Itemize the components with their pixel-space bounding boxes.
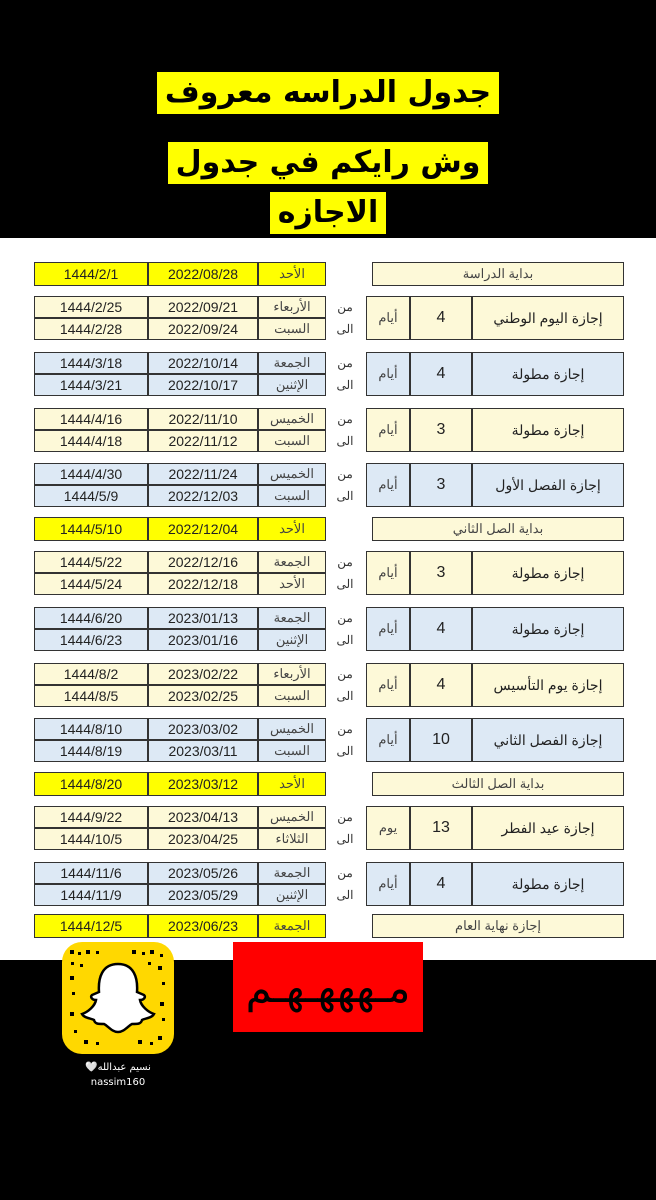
date-from: 2023/05/26 <box>148 862 258 884</box>
unit-cell: أيام <box>366 718 410 762</box>
unit-cell: أيام <box>366 463 410 507</box>
weekday-to: السبت <box>258 740 326 762</box>
caption-line-2: وش رايكم في جدول <box>0 142 656 184</box>
from-label: من <box>337 722 353 736</box>
count-cell: 4 <box>410 607 472 651</box>
to-label: الى <box>336 434 354 448</box>
weekday-to: السبت <box>258 430 326 452</box>
weekday-from: الخميس <box>258 806 326 828</box>
from-label: من <box>337 611 353 625</box>
holiday-title: إجازة مطولة <box>472 352 624 396</box>
from-label: من <box>337 866 353 880</box>
date-to: 2023/05/29 <box>148 884 258 906</box>
hijri-from: 1444/5/22 <box>34 551 148 573</box>
weekday-cell: الجمعة <box>258 914 326 938</box>
hijri-from: 1444/8/10 <box>34 718 148 740</box>
date-from: 2022/11/24 <box>148 463 258 485</box>
unit-cell: أيام <box>366 607 410 651</box>
date-from: 2022/10/14 <box>148 352 258 374</box>
weekday-from: الخميس <box>258 718 326 740</box>
from-label: من <box>337 467 353 481</box>
snapcode-name: نسيم عبدالله🤍 <box>85 1062 151 1073</box>
holiday-title: إجازة الفصل الأول <box>472 463 624 507</box>
holiday-title: إجازة مطولة <box>472 862 624 906</box>
date-to: 2022/12/18 <box>148 573 258 595</box>
hijri-from: 1444/8/2 <box>34 663 148 685</box>
date-to: 2022/12/03 <box>148 485 258 507</box>
weekday-to: الإثنين <box>258 884 326 906</box>
hijri-from: 1444/6/20 <box>34 607 148 629</box>
holiday-title: إجازة الفصل الثاني <box>472 718 624 762</box>
hijri-cell: 1444/8/20 <box>34 772 148 796</box>
unit-cell: أيام <box>366 352 410 396</box>
hijri-cell: 1444/5/10 <box>34 517 148 541</box>
section-title: بداية الصل الثالث <box>372 772 624 796</box>
weekday-from: الأربعاء <box>258 296 326 318</box>
weekday-from: الأربعاء <box>258 663 326 685</box>
snapcode-icon[interactable] <box>62 942 174 1054</box>
section-title: إجازة نهاية العام <box>372 914 624 938</box>
to-label: الى <box>336 378 354 392</box>
date-to: 2022/09/24 <box>148 318 258 340</box>
holiday-title: إجازة عيد الفطر <box>472 806 624 850</box>
section-title: بداية الصل الثاني <box>372 517 624 541</box>
weekday-from: الجمعة <box>258 607 326 629</box>
hijri-to: 1444/3/21 <box>34 374 148 396</box>
hijri-to: 1444/5/9 <box>34 485 148 507</box>
unit-cell: أيام <box>366 862 410 906</box>
weekday-to: السبت <box>258 485 326 507</box>
from-label: من <box>337 555 353 569</box>
date-to: 2022/11/12 <box>148 430 258 452</box>
holiday-title: إجازة مطولة <box>472 408 624 452</box>
date-to: 2023/02/25 <box>148 685 258 707</box>
weekday-to: الإثنين <box>258 629 326 651</box>
from-label: من <box>337 412 353 426</box>
hijri-to: 1444/4/18 <box>34 430 148 452</box>
hijri-from: 1444/2/25 <box>34 296 148 318</box>
hijri-to: 1444/2/28 <box>34 318 148 340</box>
calendar-table <box>0 238 656 960</box>
section-title: بداية الدراسة <box>372 262 624 286</box>
date-cell: 2023/03/12 <box>148 772 258 796</box>
date-from: 2023/04/13 <box>148 806 258 828</box>
hijri-to: 1444/8/5 <box>34 685 148 707</box>
holiday-title: إجازة يوم التأسيس <box>472 663 624 707</box>
count-cell: 13 <box>410 806 472 850</box>
to-label: الى <box>336 689 354 703</box>
hijri-to: 1444/6/23 <box>34 629 148 651</box>
to-label: الى <box>336 744 354 758</box>
unit-cell: أيام <box>366 408 410 452</box>
date-to: 2023/03/11 <box>148 740 258 762</box>
hijri-from: 1444/11/6 <box>34 862 148 884</box>
weekday-from: الخميس <box>258 408 326 430</box>
date-from: 2022/09/21 <box>148 296 258 318</box>
count-cell: 3 <box>410 463 472 507</box>
hijri-from: 1444/9/22 <box>34 806 148 828</box>
weekday-to: الإثنين <box>258 374 326 396</box>
date-from: 2022/11/10 <box>148 408 258 430</box>
hijri-from: 1444/4/16 <box>34 408 148 430</box>
hijri-to: 1444/5/24 <box>34 573 148 595</box>
weekday-from: الجمعة <box>258 862 326 884</box>
hijri-cell: 1444/2/1 <box>34 262 148 286</box>
count-cell: 3 <box>410 551 472 595</box>
date-cell: 2023/06/23 <box>148 914 258 938</box>
holiday-title: إجازة اليوم الوطني <box>472 296 624 340</box>
count-cell: 10 <box>410 718 472 762</box>
to-label: الى <box>336 322 354 336</box>
weekday-cell: الأحد <box>258 772 326 796</box>
unit-cell: أيام <box>366 296 410 340</box>
to-label: الى <box>336 489 354 503</box>
to-label: الى <box>336 633 354 647</box>
from-label: من <box>337 356 353 370</box>
hijri-from: 1444/3/18 <box>34 352 148 374</box>
date-from: 2023/03/02 <box>148 718 258 740</box>
weekday-cell: الأحد <box>258 517 326 541</box>
holiday-title: إجازة مطولة <box>472 607 624 651</box>
count-cell: 3 <box>410 408 472 452</box>
unit-cell: يوم <box>366 806 410 850</box>
reaction-sticker <box>233 942 423 1032</box>
date-cell: 2022/12/04 <box>148 517 258 541</box>
weekday-to: الثلاثاء <box>258 828 326 850</box>
date-to: 2022/10/17 <box>148 374 258 396</box>
count-cell: 4 <box>410 296 472 340</box>
holiday-title: إجازة مطولة <box>472 551 624 595</box>
snapcode-handle: nassim160 <box>90 1077 146 1088</box>
hijri-from: 1444/4/30 <box>34 463 148 485</box>
caption-line-3: الاجازه <box>0 192 656 234</box>
count-cell: 4 <box>410 862 472 906</box>
date-to: 2023/04/25 <box>148 828 258 850</box>
weekday-from: الجمعة <box>258 352 326 374</box>
from-label: من <box>337 300 353 314</box>
hijri-to: 1444/10/5 <box>34 828 148 850</box>
date-from: 2023/01/13 <box>148 607 258 629</box>
reaction-text: مـهههـهـم <box>245 962 411 1012</box>
date-from: 2022/12/16 <box>148 551 258 573</box>
date-to: 2023/01/16 <box>148 629 258 651</box>
weekday-from: الخميس <box>258 463 326 485</box>
weekday-to: السبت <box>258 318 326 340</box>
from-label: من <box>337 810 353 824</box>
hijri-cell: 1444/12/5 <box>34 914 148 938</box>
count-cell: 4 <box>410 352 472 396</box>
weekday-cell: الأحد <box>258 262 326 286</box>
weekday-to: السبت <box>258 685 326 707</box>
to-label: الى <box>336 832 354 846</box>
count-cell: 4 <box>410 663 472 707</box>
from-label: من <box>337 667 353 681</box>
hijri-to: 1444/8/19 <box>34 740 148 762</box>
weekday-to: الأحد <box>258 573 326 595</box>
caption-line-1: جدول الدراسه معروف <box>0 72 656 114</box>
to-label: الى <box>336 577 354 591</box>
weekday-from: الجمعة <box>258 551 326 573</box>
to-label: الى <box>336 888 354 902</box>
date-from: 2023/02/22 <box>148 663 258 685</box>
hijri-to: 1444/11/9 <box>34 884 148 906</box>
unit-cell: أيام <box>366 663 410 707</box>
unit-cell: أيام <box>366 551 410 595</box>
date-cell: 2022/08/28 <box>148 262 258 286</box>
